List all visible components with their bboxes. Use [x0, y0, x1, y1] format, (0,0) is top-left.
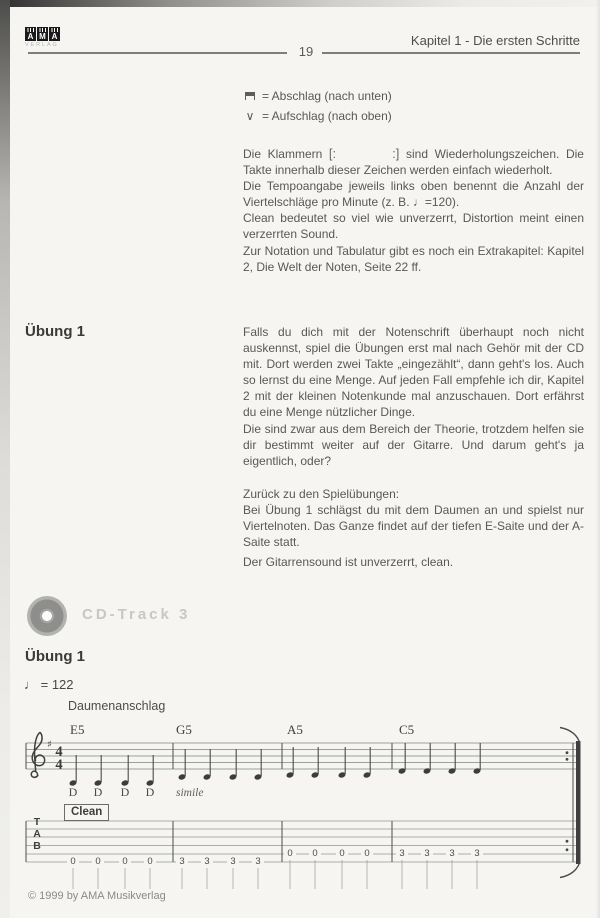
intro-lead-rest: sind Wiederholungszeichen. Die Takte innerhalb dieser Zeichen werden einfach wiederholt.: [243, 147, 584, 178]
uebung1-paragraph-4: Bei Übung 1 schlägst du mit dem Daumen an und spielst nur Viertelnoten. Das Ganze findet auf der tiefen E-Saite und der A-Saite statt.: [243, 502, 584, 550]
repeat-open-sign: [:: [328, 146, 337, 161]
scan-edge-left: [0, 0, 10, 918]
tab-stems: [73, 860, 477, 889]
uebung1-text: [243, 324, 584, 570]
uebung1-paragraph-3: Zurück zu den Spielübungen:: [243, 486, 400, 501]
cd-icon: [27, 596, 67, 636]
tab-fret: 0: [92, 857, 104, 867]
upstroke-row: [245, 106, 392, 126]
technique-label: Daumenanschlag: [68, 699, 166, 713]
logo-letter: M: [39, 32, 46, 41]
tab-fret: 3: [446, 849, 458, 859]
upstroke-label: = Aufschlag (nach oben): [262, 109, 392, 123]
intro-paragraph-3: Clean bedeutet so viel wie unverzerrt, Distortion meint einen verzerrten Sound.: [243, 211, 584, 242]
scan-edge-right: [596, 0, 600, 918]
logo-block: [25, 27, 36, 41]
sound-box: Clean: [64, 804, 109, 821]
svg-text:4: 4: [55, 743, 63, 760]
tab-fret: 0: [119, 857, 131, 867]
key-signature-sharp: ♯: [47, 739, 52, 751]
tab-fret: 0: [336, 849, 348, 859]
chord-symbol: A5: [287, 722, 303, 737]
treble-clef-icon: [31, 733, 44, 778]
finger-label: D: [120, 785, 130, 799]
logo-block: [49, 27, 60, 41]
staff-lines: [26, 743, 580, 769]
stroke-legend: [245, 86, 392, 126]
tab-fret: 3: [201, 857, 213, 867]
notes-measure-4: [398, 743, 481, 775]
simile-marking: simile: [176, 787, 204, 799]
tempo-marking: ♩ = 122: [24, 677, 74, 692]
tab-fret: 3: [252, 857, 264, 867]
downstroke-row: [245, 86, 392, 106]
scan-edge-top: [0, 0, 600, 7]
intro-text: [243, 146, 584, 275]
logo-subtitle: VERLAG: [25, 42, 59, 48]
finger-label: D: [93, 785, 103, 799]
barlines: [26, 743, 392, 862]
logo-block: [37, 27, 48, 41]
uebung1-paragraph-1: Falls du dich mit der Notenschrift überhaupt noch nicht auskennst, spiel die Übungen erst mal nach Gehör mit der CD mit. Dort werden zwei Takte „eingezählt“, dann geht's los. Auch so lernst du eine Menge. Auf jeden Fall empfehle ich dir, Kapitel 2 mit der kleinen Notenkunde mal anzuschauen. Dort erfährst du eine Menge nützlicher Dinge.: [243, 325, 584, 420]
tab-letter: A: [33, 828, 41, 840]
logo-letter: A: [27, 32, 34, 41]
chord-symbol: E5: [70, 722, 85, 737]
finger-label: D: [145, 785, 155, 799]
header-rule-left: [28, 52, 287, 54]
header-rule-right: [322, 52, 580, 54]
tab-fret: 0: [284, 849, 296, 859]
logo-letter: A: [51, 32, 58, 41]
intro-paragraph-2: Die Tempoangabe jeweils links oben benennt die Anzahl der Viertelschläge pro Minute (z. B. ♩=120).: [243, 179, 584, 210]
tab-lines: [26, 821, 580, 862]
time-signature: [55, 744, 62, 773]
score: [18, 718, 596, 903]
cd-track-label: CD-Track 3: [82, 606, 191, 623]
tab-letter: B: [33, 840, 41, 852]
finger-label: D: [68, 785, 78, 799]
uebung1-paragraph-5: Der Gitarrensound ist unverzerrt, clean.: [243, 555, 454, 570]
page-number: 19: [298, 44, 314, 59]
tab-fret: 0: [361, 849, 373, 859]
downstroke-icon: [245, 92, 255, 100]
ama-logo: [25, 27, 60, 48]
intro-lead: Die Klammern: [243, 147, 323, 161]
downstroke-label: = Abschlag (nach unten): [262, 89, 392, 103]
tab-fret: 3: [421, 849, 433, 859]
chapter-title: Kapitel 1 - Die ersten Schritte: [410, 33, 580, 48]
end-repeat-barline: [560, 728, 581, 878]
tab-fret: 0: [309, 849, 321, 859]
chord-symbol: G5: [176, 722, 192, 737]
exercise-heading: Übung 1: [25, 648, 85, 665]
tab-fret: 0: [144, 857, 156, 867]
tab-fret: 3: [471, 849, 483, 859]
intro-paragraph-4: Zur Notation und Tabulatur gibt es noch ein Extrakapitel: Kapitel 2, Die Welt der Noten, Seite 22 ff.: [243, 243, 584, 274]
tab-fret: 3: [176, 857, 188, 867]
tab-fret: 3: [227, 857, 239, 867]
uebung1-paragraph-2: Die sind zwar aus dem Bereich der Theorie, trotzdem helfen sie dir bestimmt weiter auf der Gitarre. Und darum geht's ja eigentlich, oder?: [243, 421, 584, 468]
tab-fret: 0: [67, 857, 79, 867]
svg-text:4: 4: [55, 757, 63, 773]
notes-measure-1: [69, 755, 154, 787]
upstroke-icon: ∨: [245, 109, 255, 123]
tab-letter: T: [33, 816, 41, 828]
copyright: © 1999 by AMA Musikverlag: [28, 890, 166, 902]
intro-paragraph-1: [243, 146, 584, 178]
tab-fret: 3: [396, 849, 408, 859]
notes-measure-2: [178, 749, 262, 781]
repeat-close-sign: :]: [392, 146, 400, 161]
section-heading-uebung1: Übung 1: [25, 323, 85, 340]
chord-symbol: C5: [399, 722, 415, 737]
logo-letter-blocks: [25, 27, 60, 41]
